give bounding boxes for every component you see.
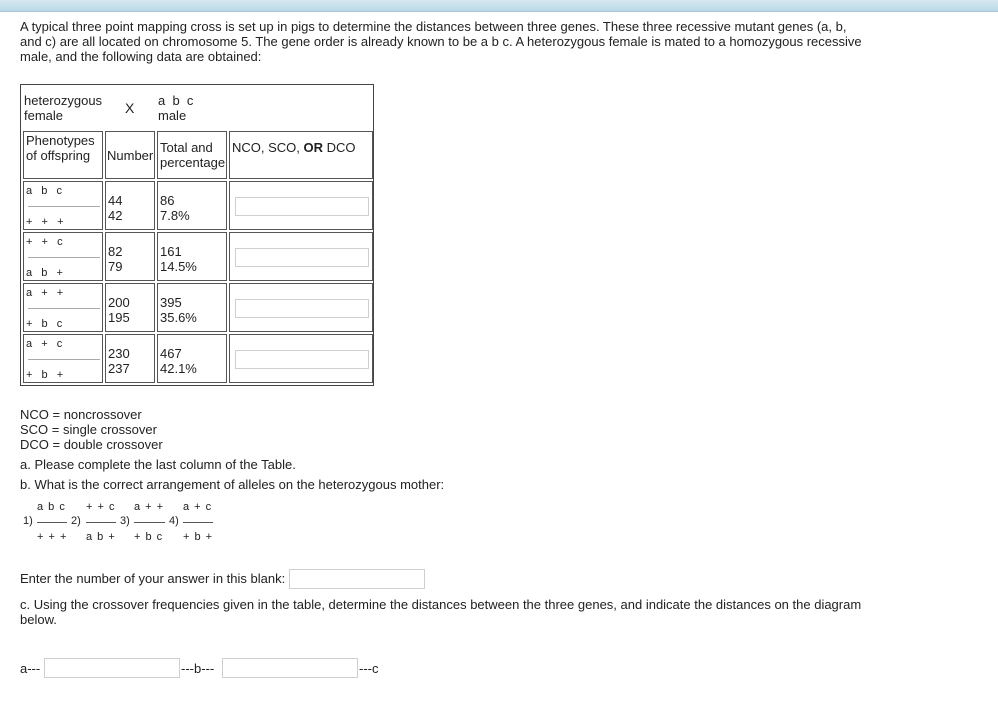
option-line [37, 522, 67, 523]
male-label: male [158, 108, 187, 123]
total-cell [157, 232, 227, 281]
class-cell [229, 283, 373, 332]
number-1: 230 [108, 346, 130, 361]
header-class-or: OR [303, 140, 324, 155]
phenotype-bottom: a b + [26, 267, 64, 279]
number-2: 195 [108, 310, 130, 325]
option-top: a + c [183, 501, 213, 513]
option-bottom: + + + [37, 531, 68, 543]
question-b: b. What is the correct arrangement of alleles on the heterozygous mother: [20, 477, 445, 492]
phenotype-bottom: + + + [26, 216, 65, 228]
class-cell [229, 232, 373, 281]
blank-label: Enter the number of your answer in this blank: [20, 571, 286, 586]
window-top-bar [0, 0, 998, 12]
intro-text: A typical three point mapping cross is set up in pigs to determine the distances between three genes. These three recessive mutant genes (a, b, and c) are all located on chromosome 5. The gene order is already known to be a b c. A heterozygous female is mated to a homozygous recessive male, and the following data are obtained: [20, 19, 862, 64]
option-line [86, 522, 116, 523]
phenotype-cell [23, 232, 103, 281]
number-cell [105, 232, 155, 281]
map-b-label: ---b--- [181, 661, 215, 676]
number-2: 42 [108, 208, 123, 223]
question-c: c. Using the crossover frequencies given in the table, determine the distances between the three genes, and indicate the distances on the diagram below. [20, 597, 862, 627]
option-top: + + c [86, 501, 116, 513]
phenotype-cell [23, 334, 103, 383]
option-top: a b c [37, 501, 66, 513]
phenotype-top: a + c [26, 338, 64, 350]
legend-dco: DCO = double crossover [20, 437, 163, 452]
number-2: 79 [108, 259, 123, 274]
total-value: 467 [160, 346, 182, 361]
option-number: 2) [71, 515, 81, 527]
total-cell [157, 283, 227, 332]
map-a-label: a--- [20, 661, 41, 676]
total-value: 86 [160, 193, 175, 208]
class-input-4[interactable] [235, 350, 369, 369]
option-line [134, 522, 165, 523]
total-cell [157, 181, 227, 230]
percentage-value: 14.5% [160, 259, 197, 274]
header-class-prefix: NCO, SCO, [232, 140, 304, 155]
male-genotype: a b c [158, 93, 194, 108]
phenotype-top: + + c [26, 236, 64, 248]
separator-line [28, 308, 100, 309]
header-class-suffix: DCO [323, 140, 356, 155]
legend-nco: NCO = noncrossover [20, 407, 142, 422]
female-label: heterozygous female [24, 93, 103, 123]
option-number: 1) [23, 515, 33, 527]
map-c-label: ---c [359, 661, 379, 676]
answer-number-input[interactable] [289, 569, 425, 589]
phenotype-cell [23, 283, 103, 332]
total-value: 395 [160, 295, 182, 310]
percentage-value: 35.6% [160, 310, 197, 325]
total-value: 161 [160, 244, 182, 259]
option-line [183, 522, 213, 523]
number-1: 200 [108, 295, 130, 310]
option-bottom: a b + [86, 531, 116, 543]
class-cell [229, 181, 373, 230]
answer-options [0, 498, 260, 548]
class-input-1[interactable] [235, 197, 369, 216]
header-total: Total and percentage [157, 131, 227, 179]
option-top: a + + [134, 501, 165, 513]
percentage-value: 7.8% [160, 208, 190, 223]
option-number: 3) [120, 515, 130, 527]
data-table [20, 84, 374, 386]
separator-line [28, 206, 100, 207]
phenotype-bottom: + b + [26, 369, 65, 381]
legend [20, 407, 163, 452]
number-2: 237 [108, 361, 130, 376]
cross-x: X [125, 100, 135, 116]
distance-a-b-input[interactable] [44, 658, 180, 678]
total-cell [157, 334, 227, 383]
class-input-2[interactable] [235, 248, 369, 267]
option-bottom: + b + [183, 531, 214, 543]
phenotype-cell [23, 181, 103, 230]
number-1: 44 [108, 193, 123, 208]
class-input-3[interactable] [235, 299, 369, 318]
number-cell [105, 334, 155, 383]
distance-b-c-input[interactable] [222, 658, 358, 678]
separator-line [28, 257, 100, 258]
class-cell [229, 334, 373, 383]
option-bottom: + b c [134, 531, 164, 543]
phenotype-top: a b c [26, 185, 63, 197]
phenotype-top: a + + [26, 287, 65, 299]
number-1: 82 [108, 244, 123, 259]
option-number: 4) [169, 515, 179, 527]
legend-sco: SCO = single crossover [20, 422, 157, 437]
number-cell [105, 283, 155, 332]
header-class [229, 131, 373, 179]
header-number: Number [105, 131, 155, 179]
phenotype-bottom: + b c [26, 318, 64, 330]
separator-line [28, 359, 100, 360]
number-cell [105, 181, 155, 230]
question-a: a. Please complete the last column of the Table. [20, 457, 296, 472]
header-phenotypes: Phenotypes of offspring [23, 131, 103, 179]
percentage-value: 42.1% [160, 361, 197, 376]
